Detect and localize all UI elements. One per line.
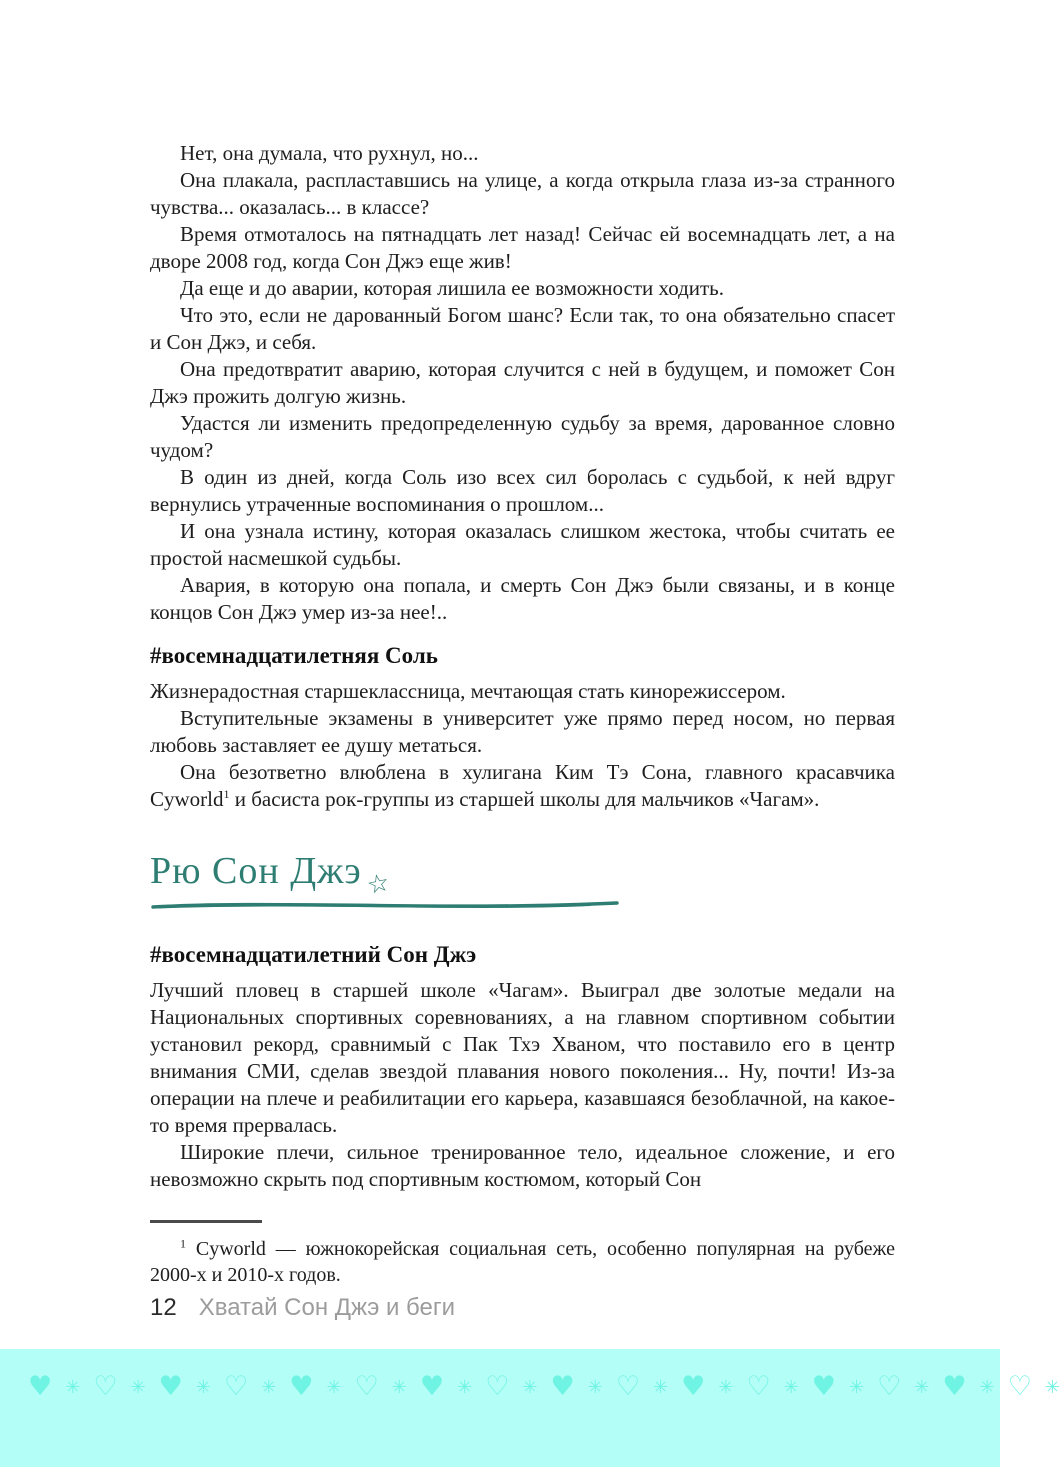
section-title-text: Рю Сон Джэ	[150, 850, 362, 892]
paragraph: Лучший пловец в старшей школе «Чагам». Выиграл две золотые медали на Национальных спортивных соревнованиях, а на главном спортивном событии установил рекорд, сравнимый с Пак Тхэ Хваном, что поставило его в центр внимания СМИ, сделав звездой плавания нового поколения... Ну, почти! Из-за операции на плече и реабилитации его карьера, казавшаяся безоблачной, на какое-то время прервалась.	[150, 978, 895, 1137]
asterisk-icon: ✳	[391, 1377, 407, 1398]
asterisk-icon: ✳	[457, 1377, 473, 1398]
asterisk-icon: ✳	[1044, 1377, 1060, 1398]
paragraph: И она узнала истину, которая оказалась слишком жестока, чтобы считать ее простой насмешкой судьбы.	[150, 519, 895, 570]
paragraph: Авария, в которую она попала, и смерть Сон Джэ были связаны, и в конце концов Сон Джэ умер из-за нее!..	[150, 573, 895, 624]
running-title: Хватай Сон Джэ и беги	[198, 1294, 456, 1321]
outline-heart-icon: ♡	[1007, 1371, 1032, 1402]
paragraph: Удастся ли изменить предопределенную судьбу за время, дарованное словно чудом?	[150, 411, 895, 462]
filled-heart-icon: ♥	[942, 1371, 967, 1402]
paragraph	[150, 759, 895, 813]
filled-heart-icon: ♥	[158, 1371, 183, 1402]
asterisk-icon: ✳	[261, 1377, 277, 1398]
decorative-band-row	[0, 1349, 1060, 1402]
paragraph: Жизнерадостная старшеклассница, мечтающая стать кинорежиссером.	[150, 679, 786, 703]
star-icon: ☆	[363, 866, 393, 901]
filled-heart-icon: ♥	[289, 1371, 314, 1402]
asterisk-icon: ✳	[587, 1377, 603, 1398]
paragraph: В один из дней, когда Соль изо всех сил боролась с судьбой, к ней вдруг вернулись утраченные воспоминания о прошлом...	[150, 465, 895, 516]
filled-heart-icon: ♥	[811, 1371, 836, 1402]
hashtag-heading-sonjae: #восемнадцатилетний Сон Джэ	[150, 942, 477, 967]
section-title	[150, 849, 895, 901]
asterisk-icon: ✳	[326, 1377, 342, 1398]
outline-heart-icon: ♡	[354, 1371, 379, 1402]
asterisk-icon: ✳	[848, 1377, 865, 1398]
paragraph-text: Она безответно влюблена в хулигана Ким Тэ Сона, главного красавчика Cyworld	[150, 760, 895, 811]
asterisk-icon: ✳	[522, 1377, 538, 1398]
filled-heart-icon: ♥	[550, 1371, 575, 1402]
footnote-superscript: 1	[180, 1236, 186, 1251]
footnote-section	[150, 1220, 895, 1288]
asterisk-icon: ✳	[195, 1377, 211, 1398]
outline-heart-icon: ♡	[93, 1371, 118, 1402]
asterisk-icon: ✳	[783, 1377, 799, 1398]
outline-heart-icon: ♡	[615, 1371, 641, 1402]
paragraph: Что это, если не дарованный Богом шанс? Если так, то она обязательно спасет и Сон Джэ, и себя.	[150, 303, 895, 354]
paragraph-text: и басиста рок-группы из старшей школы для мальчиков «Чагам».	[229, 787, 820, 811]
paragraph: Время отмоталось на пятнадцать лет назад! Сейчас ей восемнадцать лет, а на дворе 2008 год, когда Сон Джэ еще жив!	[150, 222, 895, 273]
filled-heart-icon: ♥	[681, 1371, 706, 1402]
hashtag-heading-sol: #восемнадцатилетняя Соль	[150, 643, 438, 668]
outline-heart-icon: ♡	[877, 1371, 902, 1402]
outline-heart-icon: ♡	[746, 1371, 771, 1402]
page-footer	[150, 1294, 455, 1322]
asterisk-icon: ✳	[130, 1377, 146, 1398]
filled-heart-icon: ♥	[419, 1371, 445, 1402]
paragraph: Нет, она думала, что рухнул, но...	[180, 141, 479, 165]
paragraph: Вступительные экзамены в университет уже прямо перед носом, но первая любовь заставляет ее душу метаться.	[150, 706, 895, 757]
asterisk-icon: ✳	[914, 1377, 930, 1398]
outline-heart-icon: ♡	[223, 1371, 249, 1402]
paragraph: Она предотвратит аварию, которая случится с ней в будущем, и поможет Сон Джэ прожить долгую жизнь.	[150, 357, 895, 408]
asterisk-icon: ✳	[653, 1377, 669, 1398]
page-number: 12	[150, 1294, 177, 1321]
asterisk-icon: ✳	[65, 1377, 81, 1398]
filled-heart-icon: ♥	[28, 1371, 53, 1402]
asterisk-icon: ✳	[718, 1377, 734, 1398]
asterisk-icon: ✳	[979, 1377, 995, 1398]
outline-heart-icon: ♡	[485, 1371, 510, 1402]
footnote-rule	[150, 1220, 262, 1223]
paragraph: Она плакала, распластавшись на улице, а когда открыла глаза из-за странного чувства... оказалась... в классе?	[150, 168, 895, 219]
paragraph: Да еще и до аварии, которая лишила ее возможности ходить.	[180, 276, 725, 300]
section-title-block	[150, 849, 895, 911]
decorative-band	[0, 1349, 1060, 1467]
paragraph: Широкие плечи, сильное тренированное тело, идеальное сложение, и его невозможно скрыть под спортивным костюмом, который Сон	[150, 1140, 895, 1191]
footnote-body: Cyworld — южнокорейская социальная сеть, особенно популярная на рубеже 2000-х и 2010-х годов.	[150, 1238, 895, 1286]
text-column	[150, 140, 895, 1193]
footnote-marker: 1	[223, 787, 230, 801]
footnote-text	[150, 1236, 895, 1288]
